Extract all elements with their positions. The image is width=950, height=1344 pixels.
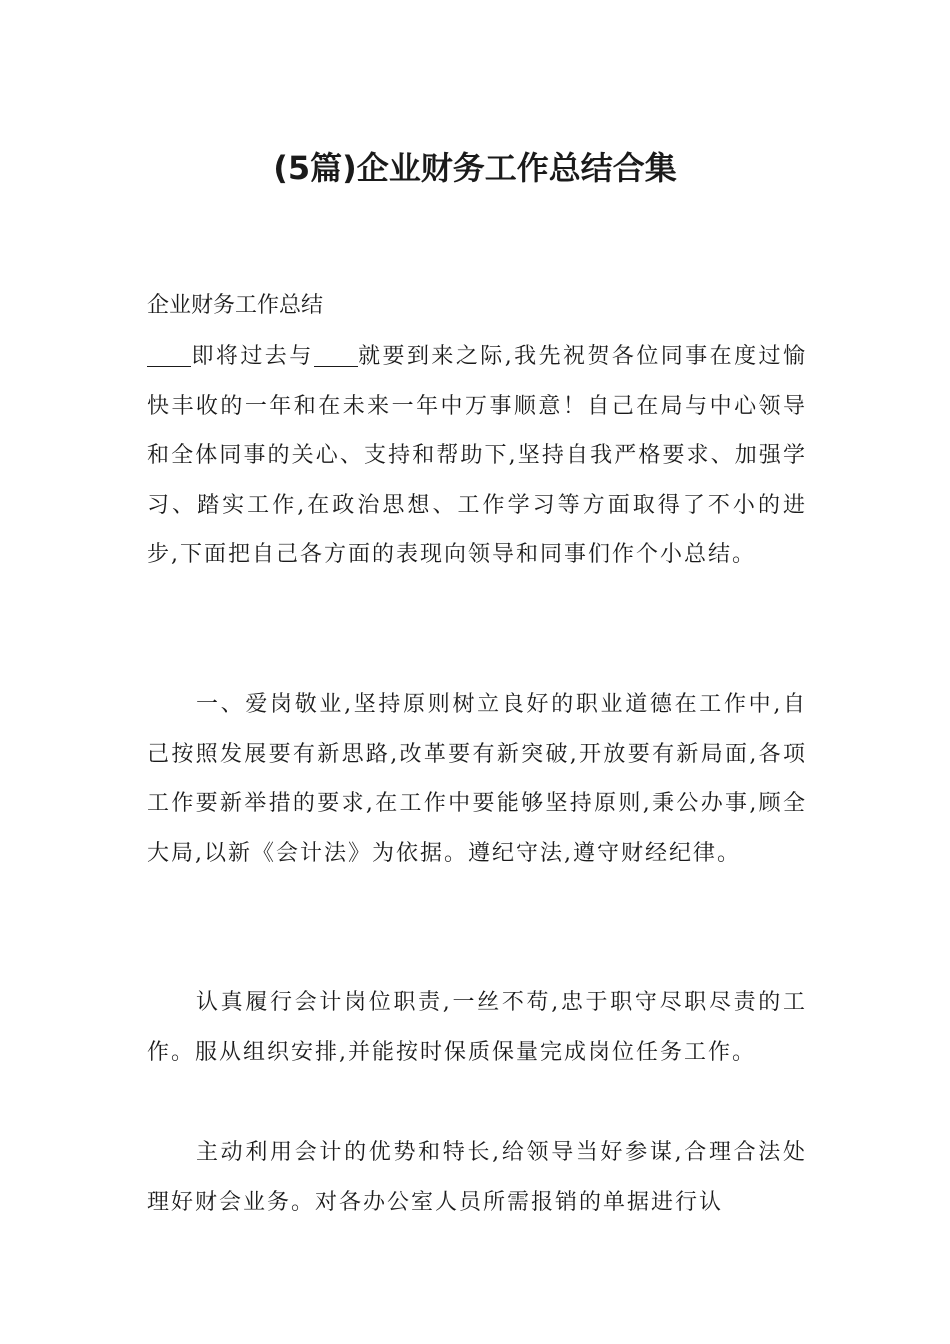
fill-blank-underline bbox=[314, 344, 358, 367]
intro-text-a: 即将过去与 bbox=[191, 344, 314, 369]
document-title: (5篇)企业财务工作总结合集 bbox=[273, 149, 677, 187]
intro-paragraph bbox=[147, 332, 807, 580]
body-paragraph: 主动利用会计的优势和特长,给领导当好参谋,合理合法处理好财会业务。对各办公室人员所需报销的单据进行认 bbox=[147, 1140, 807, 1215]
intro-text-b: 就要到来之际,我先祝贺各位同事在度过愉快丰收的一年和在未来一年中万事顺意！自己在局与中心领导和全体同事的关心、支持和帮助下,坚持自我严格要求、加强学习、踏实工作,在政治思想、工作学习等方面取得了不小的进步,下面把自己各方面的表现向领导和同事们作个小总结。 bbox=[147, 344, 807, 567]
body-paragraph: 认真履行会计岗位职责,一丝不苟,忠于职守尽职尽责的工作。服从组织安排,并能按时保质保量完成岗位任务工作。 bbox=[147, 990, 807, 1065]
section-subheading: 企业财务工作总结 bbox=[147, 293, 324, 318]
fill-blank-underline bbox=[147, 344, 191, 367]
body-paragraph: 一、爱岗敬业,坚持原则树立良好的职业道德在工作中,自己按照发展要有新思路,改革要有新突破,开放要有新局面,各项工作要新举措的要求,在工作中要能够坚持原则,秉公办事,顾全大局,以新《会计法》为依据。遵纪守法,遵守财经纪律。 bbox=[147, 692, 807, 866]
